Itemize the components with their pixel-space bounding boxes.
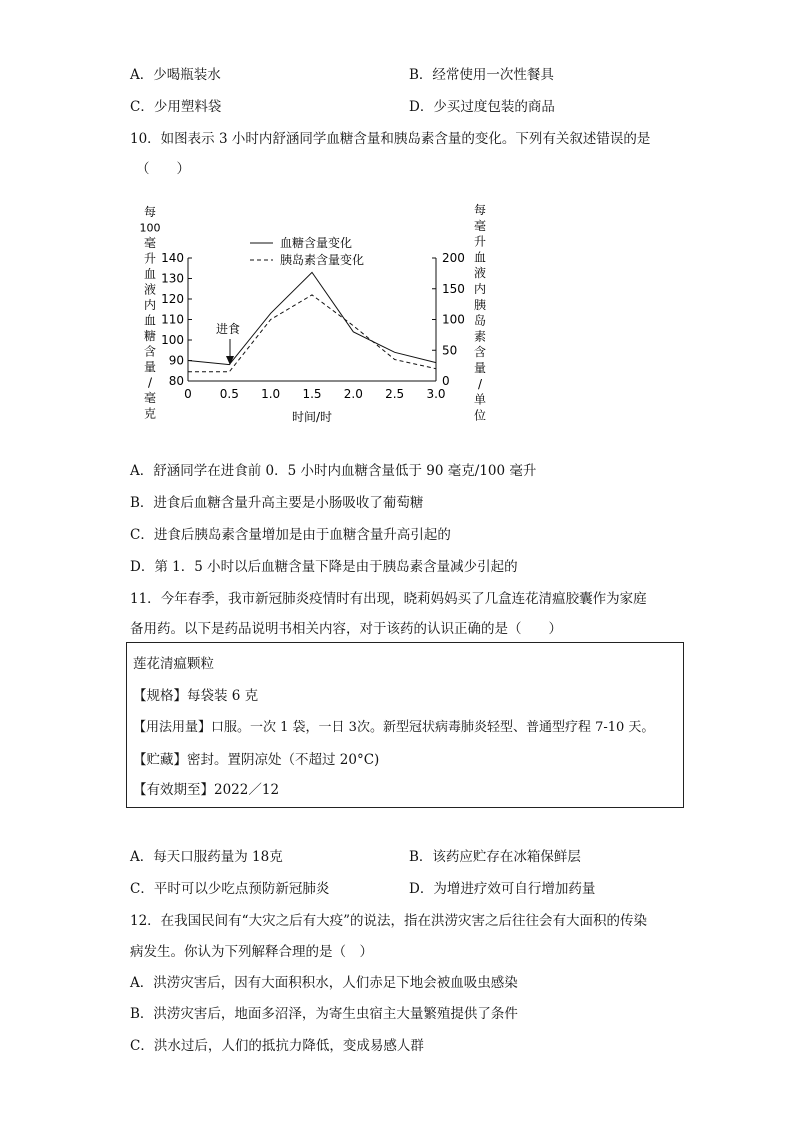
x-tick-label: 2.0	[343, 387, 363, 401]
y-right-tick-label: 0	[442, 374, 450, 388]
leaflet-usage: 【用法用量】口服。一次 1 袋，一日 3次。新型冠状病毒肺炎轻型、普通型疗程 7-10 天。	[133, 720, 655, 735]
q10-option-a[interactable]: A．舒涵同学在进食前 0．5 小时内血糖含量低于 90 毫克/100 毫升	[130, 463, 537, 479]
q11-option-d[interactable]: D．为增进疗效可自行增加药量	[409, 881, 596, 897]
eat-annotation	[216, 321, 240, 365]
leaflet-expiry: 【有效期至】2022／12	[133, 782, 280, 798]
q12-stem-line2: 病发生。你认为下列解释合理的是（ ）	[130, 944, 373, 960]
y-left-tick-label: 100	[161, 333, 184, 347]
medicine-leaflet-box	[126, 642, 684, 808]
y-right-tick-label: 100	[442, 312, 465, 327]
q12-option-c[interactable]: C．洪水过后，人们的抵抗力降低，变成易感人群	[130, 1038, 424, 1054]
y-right-tick-labels	[432, 251, 465, 388]
y-left-tick-label: 140	[161, 251, 184, 265]
y-left-tick-labels	[161, 251, 192, 388]
eat-annotation-label: 进食	[216, 322, 241, 336]
q9-option-a[interactable]: A．少喝瓶装水	[130, 67, 221, 83]
y-right-label: 每毫升血液内胰岛素含量/单位	[473, 203, 487, 423]
y-left-tick-label: 110	[161, 312, 184, 327]
y-left-tick-label: 90	[168, 353, 184, 368]
q10-option-c[interactable]: C．进食后胰岛素含量增加是由于血糖含量升高引起的	[130, 527, 451, 543]
y-left-tick-label: 120	[161, 292, 184, 306]
y-right-tick-label: 50	[442, 343, 458, 358]
q10-option-b[interactable]: B．进食后血糖含量升高主要是小肠吸收了葡萄糖	[130, 495, 424, 511]
q9-option-b[interactable]: B．经常使用一次性餐具	[409, 67, 554, 83]
y-left-tick-label: 130	[161, 271, 184, 286]
chart-legend	[250, 235, 364, 267]
q9-option-c[interactable]: C．少用塑料袋	[130, 99, 222, 115]
q10-stem: 10．如图表示 3 小时内舒涵同学血糖含量和胰岛素含量的变化。下列有关叙述错误的是	[130, 131, 651, 147]
x-tick-labels	[184, 387, 445, 401]
q11-stem-line2: 备用药。以下是药品说明书相关内容，对于该药的认识正确的是（ ）	[130, 621, 562, 637]
q10-answer-paren: （ ）	[136, 161, 190, 177]
q9-option-d[interactable]: D．少买过度包装的商品	[409, 99, 555, 115]
glucose-line	[188, 272, 436, 364]
legend-label-glucose: 血糖含量变化	[280, 236, 353, 250]
x-axis-label: 时间/时	[291, 410, 333, 424]
q12-stem-line1: 12．在我国民间有“大灾之后有大疫”的说法，指在洪涝灾害之后往往会有大面积的传染	[130, 913, 647, 929]
leaflet-spec: 【规格】每袋装 6 克	[133, 688, 259, 704]
q10-option-d[interactable]: D．第 1．5 小时以后血糖含量下降是由于胰岛素含量减少引起的	[130, 559, 518, 575]
y-left-label: 每 100 毫升血液内血糖含量/毫克	[139, 205, 161, 421]
leaflet-storage: 【贮藏】密封。置阴凉处（不超过 20°C)	[133, 752, 380, 768]
x-tick-label: 0	[184, 387, 192, 401]
x-tick-label: 1.0	[261, 387, 281, 401]
y-right-tick-label: 200	[442, 251, 465, 265]
q11-stem-line1: 11．今年春季，我市新冠肺炎疫情时有出现，晓莉妈妈买了几盒连花清瘟胶囊作为家庭	[130, 591, 647, 607]
legend-label-insulin: 胰岛素含量变化	[280, 253, 365, 267]
y-right-tick-label: 150	[442, 281, 465, 296]
chart-axes	[188, 258, 436, 381]
q10-chart	[130, 196, 500, 436]
q11-option-b[interactable]: B．该药应贮存在冰箱保鲜层	[409, 849, 581, 865]
leaflet-name: 莲花清瘟颗粒	[133, 656, 214, 672]
x-tick-label: 0.5	[219, 387, 239, 401]
y-left-tick-label: 80	[168, 374, 184, 388]
q11-option-a[interactable]: A．每天口服药量为 18克	[130, 849, 283, 865]
x-tick-label: 2.5	[385, 387, 405, 401]
x-tick-label: 3.0	[426, 387, 446, 401]
q11-option-c[interactable]: C．平时可以少吃点预防新冠肺炎	[130, 881, 330, 897]
q12-option-b[interactable]: B．洪涝灾害后，地面多沼泽，为寄生虫宿主大量繁殖提供了条件	[130, 1006, 518, 1022]
x-tick-label: 1.5	[302, 387, 322, 401]
q12-option-a[interactable]: A．洪涝灾害后，因有大面积积水，人们赤足下地会被血吸虫感染	[130, 975, 518, 991]
